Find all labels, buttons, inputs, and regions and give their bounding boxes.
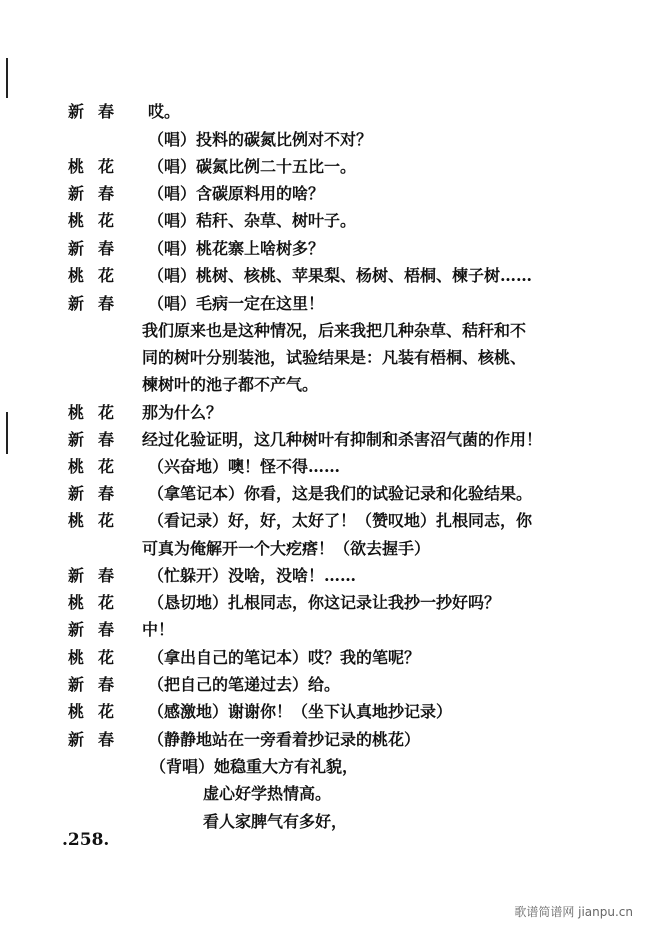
script-line (0, 699, 655, 725)
line-text: 看人家脾气有多好， (203, 812, 348, 831)
line-text: （拿笔记本）你看，这是我们的试验记录和化验结果。 (148, 484, 533, 503)
line-text: （唱）桃树、核桃、苹果梨、杨树、梧桐、楝子树…… (148, 266, 533, 285)
speaker-name: 新春 (68, 566, 129, 585)
speaker-name: 新春 (68, 239, 129, 258)
page-number: .258. (62, 830, 110, 850)
script-line (0, 154, 655, 180)
script-line (0, 400, 655, 426)
script-line (0, 754, 655, 780)
line-text: （把自己的笔递过去）给。 (148, 675, 341, 694)
script-line (0, 208, 655, 234)
script-line (0, 590, 655, 616)
script-line (0, 291, 655, 317)
script-line (0, 508, 655, 534)
line-text: 经过化验证明，这几种树叶有抑制和杀害沼气菌的作用！ (142, 430, 543, 449)
script-line (0, 127, 655, 153)
line-text: （忙躲开）没啥，没啥！…… (148, 566, 357, 585)
speaker-name: 桃花 (68, 157, 129, 176)
script-line (0, 236, 655, 262)
line-text: 哎。 (148, 102, 181, 121)
script-line (0, 727, 655, 753)
speaker-name: 桃花 (68, 266, 129, 285)
line-text: （唱）含碳原料用的啥？ (148, 184, 325, 203)
line-text: 同的树叶分别装池，试验结果是：凡装有梧桐、核桃、 (142, 348, 527, 367)
line-text: 可真为俺解开一个大疙瘩！（欲去握手） (142, 539, 431, 558)
speaker-name: 新春 (68, 184, 129, 203)
line-text: 我们原来也是这种情况，后来我把几种杂草、秸秆和不 (142, 321, 527, 340)
speaker-name: 桃花 (68, 702, 129, 721)
line-text: （背唱）她稳重大方有礼貌， (150, 757, 359, 776)
line-text: （静静地站在一旁看着抄记录的桃花） (148, 730, 421, 749)
line-text: （看记录）好，好，太好了！（赞叹地）扎根同志，你 (148, 511, 533, 530)
script-line (0, 563, 655, 589)
speaker-name: 桃花 (68, 648, 129, 667)
speaker-name: 新春 (68, 102, 129, 121)
line-text: （感激地）谢谢你！（坐下认真地抄记录） (148, 702, 453, 721)
script-line (0, 345, 655, 371)
speaker-name: 新春 (68, 675, 129, 694)
scan-edge-mark-top (6, 58, 8, 98)
line-text: 楝树叶的池子都不产气。 (142, 375, 319, 394)
line-text: （唱）桃花寨上啥树多？ (148, 239, 325, 258)
script-line (0, 372, 655, 398)
watermark: 歌谱简谱网 jianpu.cn (514, 905, 633, 919)
script-line (0, 672, 655, 698)
script-line (0, 617, 655, 643)
speaker-name: 新春 (68, 730, 129, 749)
script-line (0, 481, 655, 507)
line-text: 中！ (142, 620, 175, 639)
speaker-name: 桃花 (68, 511, 129, 530)
speaker-name: 桃花 (68, 593, 129, 612)
script-line (0, 427, 655, 453)
speaker-name: 新春 (68, 484, 129, 503)
line-text: （唱）投料的碳氮比例对不对？ (148, 130, 373, 149)
line-text: 虚心好学热情高。 (203, 784, 332, 803)
script-line (0, 781, 655, 807)
script-line (0, 318, 655, 344)
speaker-name: 新春 (68, 430, 129, 449)
speaker-name: 桃花 (68, 457, 129, 476)
line-text: （唱）秸秆、杂草、树叶子。 (148, 211, 357, 230)
script-line (0, 645, 655, 671)
line-text: （兴奋地）噢！怪不得…… (148, 457, 341, 476)
line-text: （唱）碳氮比例二十五比一。 (148, 157, 357, 176)
speaker-name: 新春 (68, 294, 129, 313)
line-text: （唱）毛病一定在这里！ (148, 294, 325, 313)
line-text: （恳切地）扎根同志，你这记录让我抄一抄好吗？ (148, 593, 501, 612)
script-line (0, 99, 655, 125)
line-text: （拿出自己的笔记本）哎？我的笔呢？ (148, 648, 421, 667)
script-line (0, 181, 655, 207)
speaker-name: 桃花 (68, 403, 129, 422)
script-line (0, 454, 655, 480)
script-line (0, 536, 655, 562)
speaker-name: 桃花 (68, 211, 129, 230)
speaker-name: 新春 (68, 620, 129, 639)
script-line (0, 263, 655, 289)
line-text: 那为什么？ (142, 403, 223, 422)
